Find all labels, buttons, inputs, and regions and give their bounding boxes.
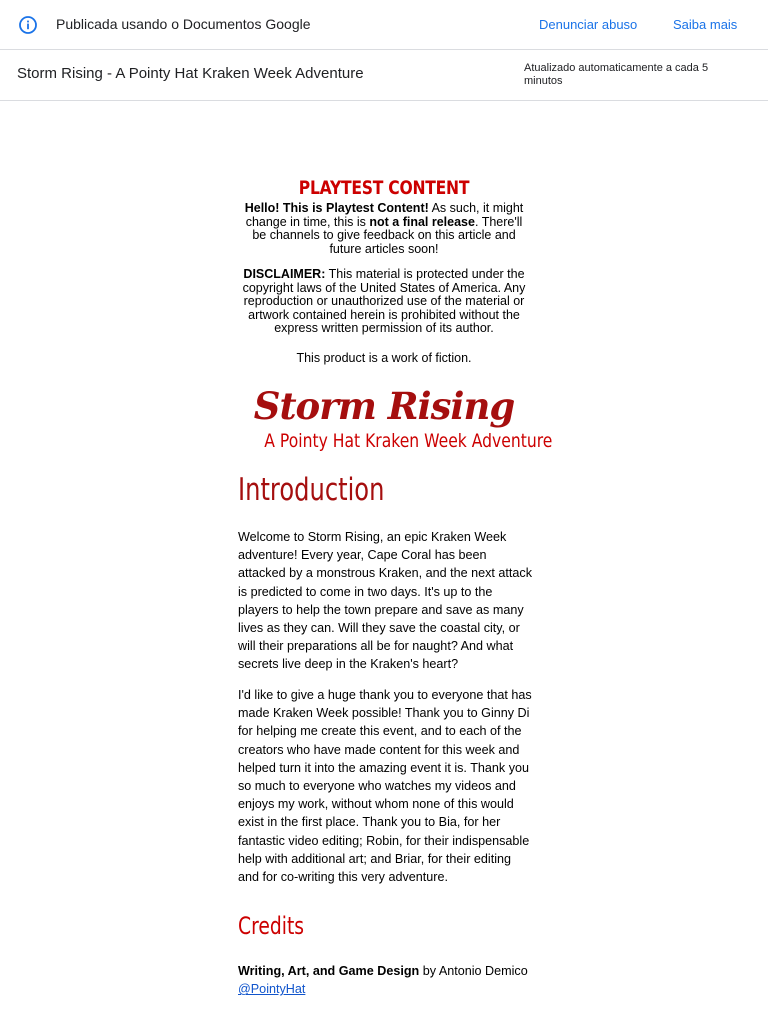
fiction-note: This product is a work of fiction.	[296, 351, 472, 365]
published-banner	[0, 0, 768, 50]
info-icon[interactable]	[18, 15, 38, 35]
intro-paragraph-1: Welcome to Storm Rising, an epic Kraken Week adventure! Every year, Cape Coral has been attacked by a monstrous Kraken, and the next attack is predicted to come in two days. It's up to the players to help the town prepare and save as many lives as they can. Will they save the coastal city, or will their preparations all be for naught? And what secrets live deep in the Kraken's heart?	[238, 530, 533, 672]
credit-line	[238, 962, 534, 998]
disclaimer-label: DISCLAIMER:	[243, 267, 326, 281]
playtest-notice	[238, 202, 530, 256]
disclaimer-text: This material is protected under the copyright laws of the United States of America. Any reproduction or unauthorized use of the material or artwork contained herein is prohibited without the express written permission of its author.	[242, 267, 526, 336]
playtest-text-2: . There'll be channels to give feedback on this article and future articles soon!	[252, 214, 523, 256]
document-title: Storm Rising - A Pointy Hat Kraken Week Adventure	[17, 65, 364, 82]
disclaimer	[238, 268, 530, 336]
document-header	[0, 50, 768, 101]
playtest-text-1: As such, it might change in time, this is	[245, 201, 524, 229]
adventure-subtitle: A Pointy Hat Kraken Week Adventure	[264, 430, 553, 452]
intro-paragraph-2: I'd like to give a huge thank you to everyone that has made Kraken Week possible! Thank you to Ginny Di for helping me create this event, and to each of the creators who have made content for this week and helped turn it into the amazing event it is. Thank you so much to everyone who watches my videos and enjoys my work, without whom none of this would exist in the first place. Thank you to Bia, for her fantastic video editing; Robin, for their indispensable help with additional art; and Briar, for their editing and for co-writing this very adventure.	[238, 688, 532, 885]
credits-heading: Credits	[238, 912, 305, 940]
playtest-hello: Hello! This is Playtest Content!	[244, 201, 429, 215]
auto-update-notice: Atualizado automaticamente a cada 5 minutos	[524, 62, 709, 87]
credit-by: by Antonio Demico	[419, 964, 528, 978]
published-text: Publicada usando o Documentos Google	[56, 16, 311, 32]
playtest-title: PLAYTEST CONTENT	[298, 177, 470, 199]
credit-role: Writing, Art, and Game Design	[238, 964, 420, 978]
report-abuse-link[interactable]: Denunciar abuso	[539, 17, 638, 32]
learn-more-link[interactable]: Saiba mais	[673, 17, 738, 32]
introduction-heading: Introduction	[238, 472, 385, 508]
adventure-title: Storm Rising	[253, 384, 515, 428]
not-final-release: not a final release	[369, 214, 475, 229]
pointyhat-link[interactable]: @PointyHat	[238, 982, 306, 997]
